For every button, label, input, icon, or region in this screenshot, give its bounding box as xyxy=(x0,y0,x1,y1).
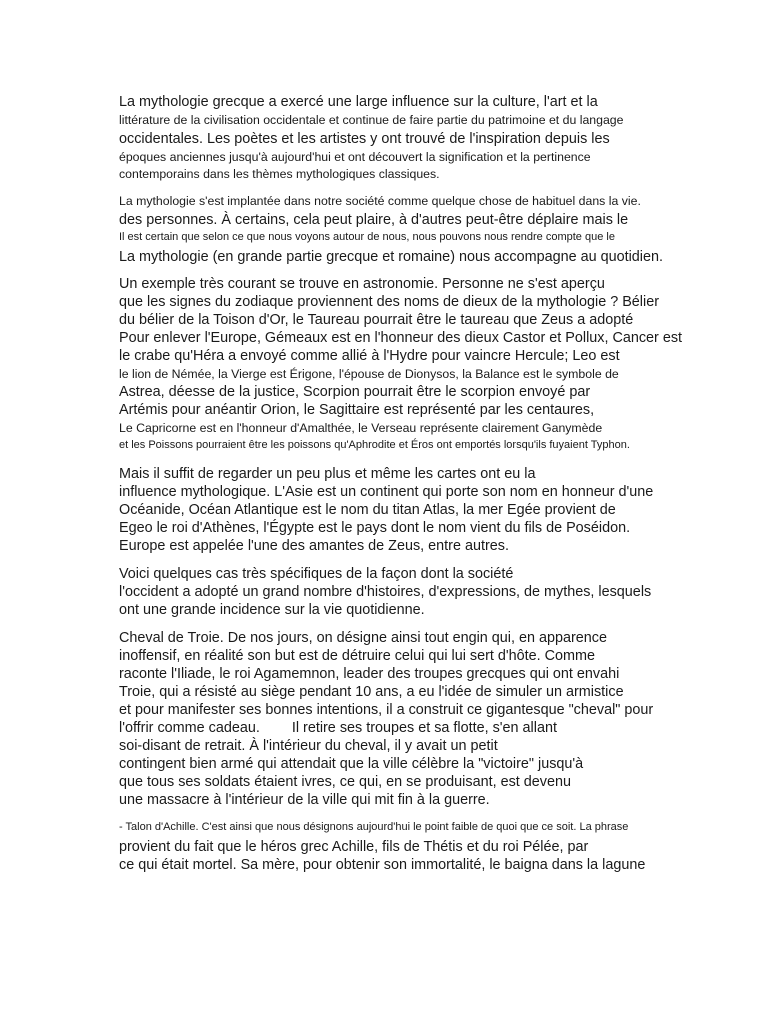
text-line: ont une grande incidence sur la vie quotidienne. xyxy=(119,602,425,618)
text-line: que tous ses soldats étaient ivres, ce qui, en se produisant, est devenu xyxy=(119,774,571,790)
text-line: Océanide, Océan Atlantique est le nom du titan Atlas, la mer Egée provient de xyxy=(119,502,616,518)
text-line: et les Poissons pourraient être les poissons qu'Aphrodite et Éros ont emportés lorsqu'ils fuyaient Typhon. xyxy=(119,439,630,451)
text-line: La mythologie (en grande partie grecque et romaine) nous accompagne au quotidien. xyxy=(119,249,663,265)
text-line: influence mythologique. L'Asie est un continent qui porte son nom en honneur d'une xyxy=(119,484,654,500)
text-line: soi-disant de retrait. À l'intérieur du cheval, il y avait un petit xyxy=(119,738,498,754)
text-line: contemporains dans les thèmes mythologiques classiques. xyxy=(119,167,440,181)
text-line: Artémis pour anéantir Orion, le Sagittaire est représenté par les centaures, xyxy=(119,402,595,418)
text-line: La mythologie grecque a exercé une large influence sur la culture, l'art et la xyxy=(119,94,598,110)
text-line: du bélier de la Toison d'Or, le Taureau pourrait être le taureau que Zeus a adopté xyxy=(119,312,634,328)
text-line: raconte l'Iliade, le roi Agamemnon, leader des troupes grecques qui ont envahi xyxy=(119,666,620,682)
text-line: que les signes du zodiaque proviennent des noms de dieux de la mythologie ? Bélier xyxy=(119,294,660,310)
text-line: Egeo le roi d'Athènes, l'Égypte est le pays dont le nom vient du fils de Poséidon. xyxy=(119,520,631,536)
text-line: le crabe qu'Héra a envoyé comme allié à l'Hydre pour vaincre Hercule; Leo est xyxy=(119,348,620,364)
text-line: l'offrir comme cadeau. Il retire ses troupes et sa flotte, s'en allant xyxy=(119,720,557,736)
text-line: contingent bien armé qui attendait que la ville célèbre la "victoire" jusqu'à xyxy=(119,756,584,772)
text-line: inoffensif, en réalité son but est de détruire celui qui lui sert d'hôte. Comme xyxy=(119,648,596,664)
text-line: Europe est appelée l'une des amantes de Zeus, entre autres. xyxy=(119,538,509,554)
text-line: et pour manifester ses bonnes intentions, il a construit ce gigantesque "cheval" pour xyxy=(119,702,654,718)
text-line: Astrea, déesse de la justice, Scorpion pourrait être le scorpion envoyé par xyxy=(119,384,591,400)
text-line: Cheval de Troie. De nos jours, on désigne ainsi tout engin qui, en apparence xyxy=(119,630,608,646)
text-line: des personnes. À certains, cela peut plaire, à d'autres peut-être déplaire mais le xyxy=(119,212,629,228)
text-line: littérature de la civilisation occidentale et continue de faire partie du patrimoine et du langage xyxy=(119,113,624,127)
text-line: Pour enlever l'Europe, Gémeaux est en l'honneur des dieux Castor et Pollux, Cancer est xyxy=(119,330,683,346)
text-line: Mais il suffit de regarder un peu plus et même les cartes ont eu la xyxy=(119,466,536,482)
text-line: - Talon d'Achille. C'est ainsi que nous désignons aujourd'hui le point faible de quoi que ce soit. La phrase xyxy=(119,821,629,833)
text-line: Voici quelques cas très spécifiques de la façon dont la société xyxy=(119,566,514,582)
text-line: ce qui était mortel. Sa mère, pour obtenir son immortalité, le baigna dans la lagune xyxy=(119,857,646,873)
text-line: Il est certain que selon ce que nous voyons autour de nous, nous pouvons nous rendre compte que le xyxy=(119,231,615,243)
text-line: Troie, qui a résisté au siège pendant 10 ans, a eu l'idée de simuler un armistice xyxy=(119,684,624,700)
text-line: Un exemple très courant se trouve en astronomie. Personne ne s'est aperçu xyxy=(119,276,605,292)
text-line: une massacre à l'intérieur de la ville qui mit fin à la guerre. xyxy=(119,792,490,808)
text-line: Le Capricorne est en l'honneur d'Amalthée, le Verseau représente clairement Ganymède xyxy=(119,421,603,435)
text-line: le lion de Némée, la Vierge est Érigone, l'épouse de Dionysos, la Balance est le symbole de xyxy=(119,367,619,381)
text-line: l'occident a adopté un grand nombre d'histoires, d'expressions, de mythes, lesquels xyxy=(119,584,652,600)
text-line: provient du fait que le héros grec Achille, fils de Thétis et du roi Pélée, par xyxy=(119,839,589,855)
text-line: occidentales. Les poètes et les artistes y ont trouvé de l'inspiration depuis les xyxy=(119,131,610,147)
text-line: La mythologie s'est implantée dans notre société comme quelque chose de habituel dans la vie. xyxy=(119,194,641,208)
text-line: époques anciennes jusqu'à aujourd'hui et ont découvert la signification et la pertinence xyxy=(119,150,591,164)
